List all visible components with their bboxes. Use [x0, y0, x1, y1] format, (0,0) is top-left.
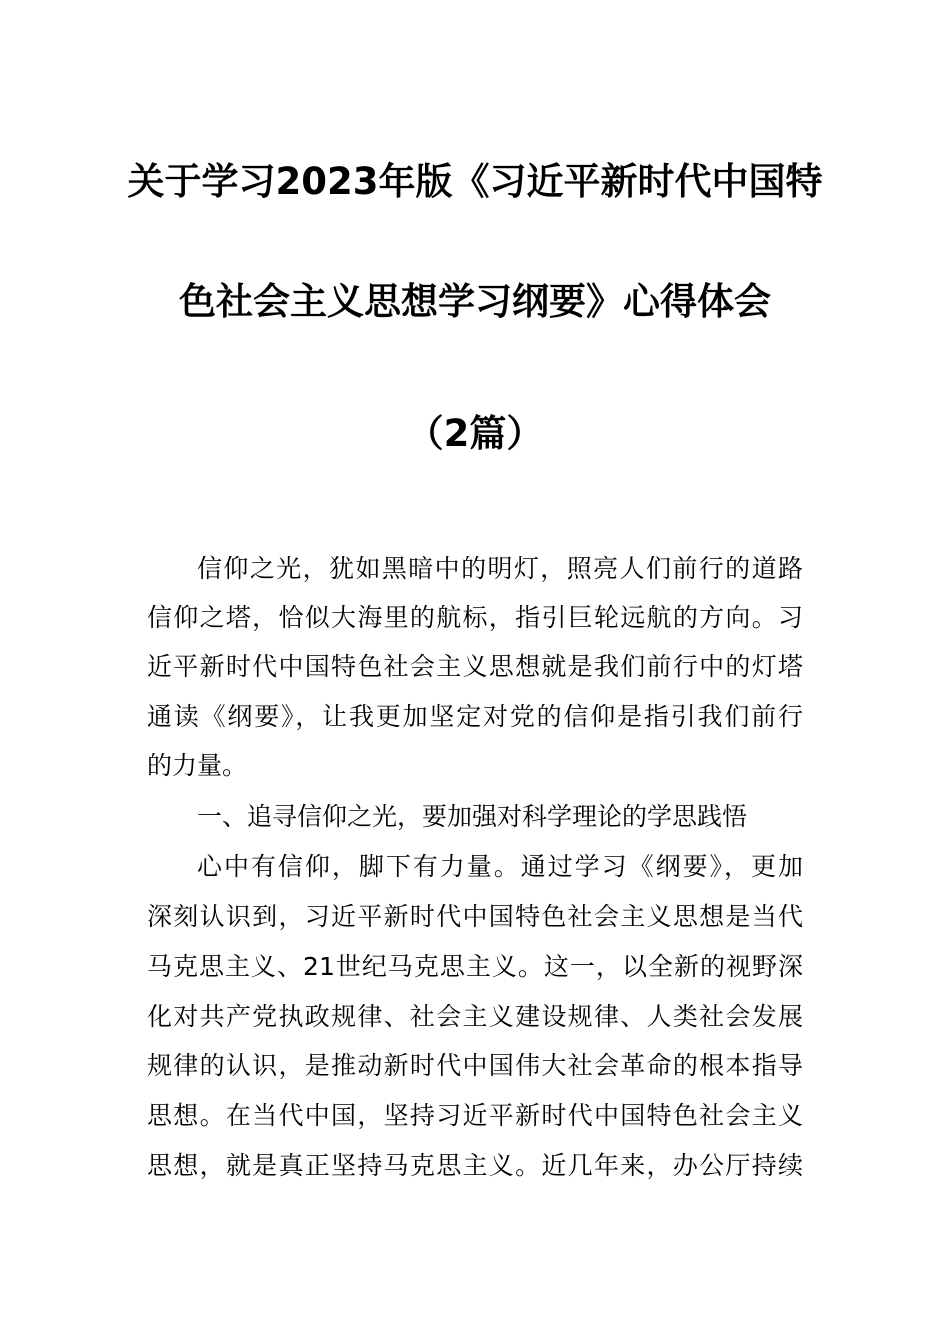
body-line: 心中有信仰，脚下有力量。通过学习《纲要》，更加: [197, 852, 803, 881]
section-heading: 一、追寻信仰之光，要加强对科学理论的学思践悟: [197, 802, 748, 831]
body-line: 深刻认识到，习近平新时代中国特色社会主义思想是当代: [147, 902, 803, 931]
title-line-1: 关于学习2023年版《习近平新时代中国特: [127, 160, 823, 203]
body-line: 信仰之光，犹如黑暗中的明灯，照亮人们前行的道路: [197, 554, 803, 583]
title-line-3: （2篇）: [406, 412, 544, 455]
body-line: 通读《纲要》，让我更加坚定对党的信仰是指引我们前行: [147, 702, 803, 731]
body-line: 思想。在当代中国，坚持习近平新时代中国特色社会主义: [147, 1101, 803, 1130]
body-line: 马克思主义、21世纪马克思主义。这一，以全新的视野深: [147, 952, 803, 981]
body-line: 的力量。: [147, 751, 248, 780]
body-line: 化对共产党执政规律、社会主义建设规律、人类社会发展: [147, 1002, 803, 1031]
body-line: 信仰之塔，恰似大海里的航标，指引巨轮远航的方向。习: [147, 603, 803, 632]
body-line: 近平新时代中国特色社会主义思想就是我们前行中的灯塔: [147, 652, 803, 681]
body-line: 思想，就是真正坚持马克思主义。近几年来，办公厅持续: [147, 1151, 803, 1180]
body-line: 规律的认识，是推动新时代中国伟大社会革命的根本指导: [147, 1051, 803, 1080]
title-line-2: 色社会主义思想学习纲要》心得体会: [179, 280, 771, 323]
